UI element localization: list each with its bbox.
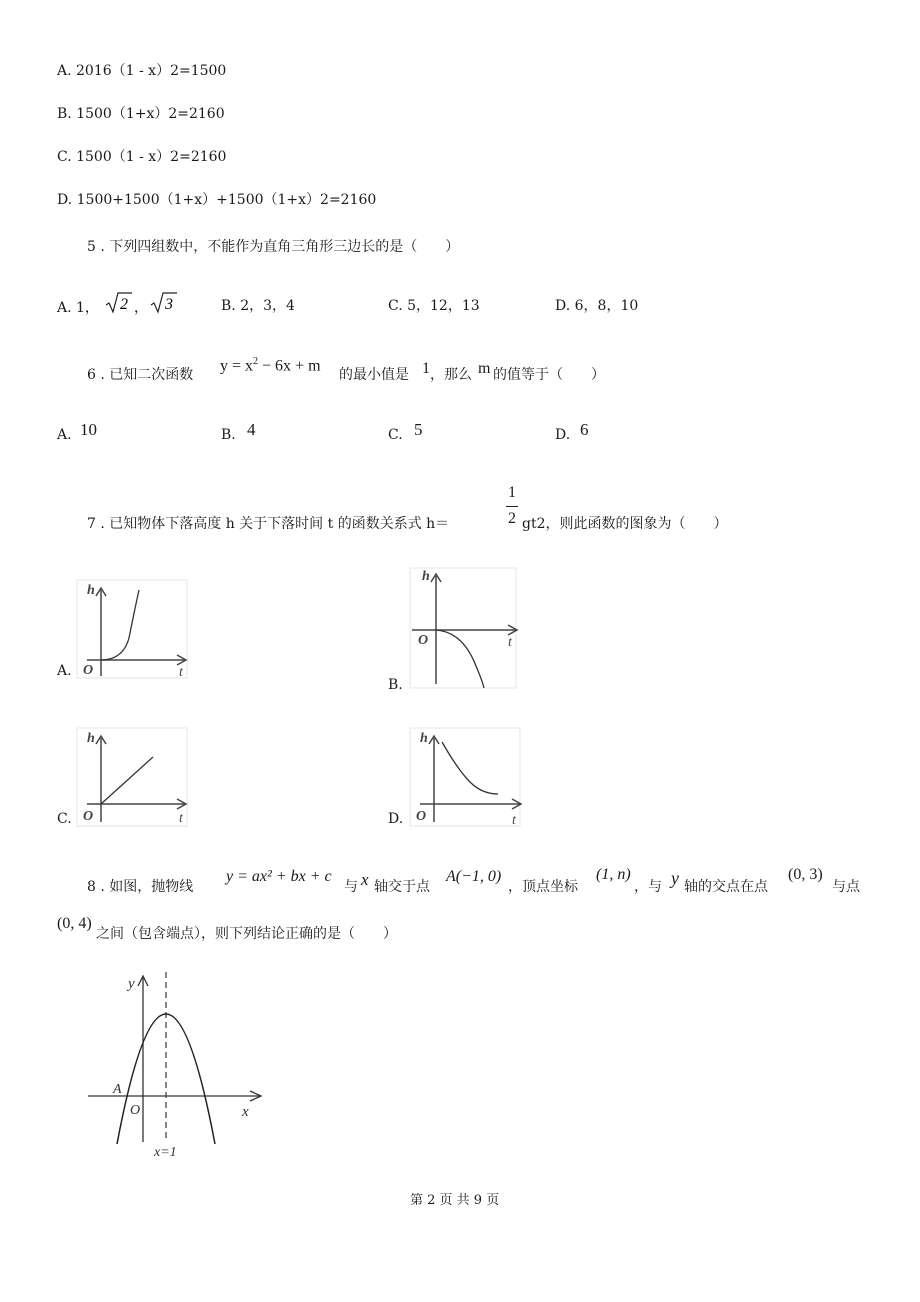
- q8-stem-d: ，顶点坐标: [508, 879, 578, 895]
- q7-graph-a-origin: O: [83, 663, 94, 678]
- q7-graph-d-axis-t: t: [512, 813, 516, 828]
- q6-stem-d: 的值等于（ ）: [493, 367, 605, 383]
- q7-graph-c-origin: O: [83, 809, 94, 824]
- q7-graph-a-axis-h: h: [87, 583, 95, 598]
- q7-option-a-label: A.: [57, 663, 72, 679]
- q5-option-b: B. 2，3，4: [221, 298, 295, 314]
- q8-point-a: A(−1, 0): [446, 868, 502, 885]
- q7-graph-d: [408, 726, 526, 828]
- q4-option-a: A. 2016（1 - x）2=1500: [57, 63, 227, 79]
- q7-option-b-label: B.: [388, 677, 403, 693]
- q8-fig-x-label: x: [242, 1104, 249, 1120]
- q5-stem: 5 . 下列四组数中，不能作为直角三角形三边长的是（ ）: [87, 239, 460, 255]
- q4-option-b: B. 1500（1+x）2=2160: [57, 106, 225, 122]
- q8-y-var: y: [671, 868, 679, 888]
- q4-option-c: C. 1500（1 - x）2=2160: [57, 149, 227, 165]
- q8-stem-a: 8 . 如图，抛物线: [87, 879, 194, 895]
- q6-option-a-value: 10: [80, 420, 97, 439]
- q7-graph-a-axis-t: t: [179, 665, 183, 680]
- q6-stem-c: ，那么: [430, 367, 472, 383]
- q6-min-value: 1: [422, 360, 430, 377]
- q6-option-b-value: 4: [247, 420, 256, 439]
- sqrt-3-radicand: 3: [165, 296, 173, 313]
- q8-vertex: (1, n): [596, 866, 631, 883]
- q7-graph-b-origin: O: [418, 633, 429, 648]
- q8-x-var: x: [361, 870, 369, 889]
- q7-option-c-label: C.: [57, 811, 72, 827]
- q8-fig-origin: O: [130, 1103, 141, 1118]
- q8-stem-f: 轴的交点在点: [684, 879, 768, 895]
- q7-graph-d-axis-h: h: [420, 731, 428, 746]
- q8-fig-axis-label: x=1: [154, 1145, 177, 1160]
- q8-point-0-4: (0, 4): [57, 915, 92, 932]
- q5-option-a-prefix: A. 1，: [57, 300, 99, 316]
- q8-fig-point-a: A: [113, 1082, 122, 1097]
- q6-option-d-value: 6: [580, 420, 589, 439]
- q7-frac-bar: [506, 506, 518, 507]
- q7-stem-b: gt2，则此函数的图象为（ ）: [522, 516, 728, 532]
- q6-stem-b: 的最小值是: [339, 367, 409, 383]
- q7-graph-c-axis-h: h: [87, 731, 95, 746]
- sqrt-2-radicand: 2: [120, 296, 128, 313]
- q6-m: m: [478, 360, 491, 377]
- q8-point-0-3: (0, 3): [788, 866, 823, 883]
- q5-option-d: D. 6，8，10: [555, 298, 639, 314]
- q6-option-a-label: A.: [57, 427, 72, 443]
- sqrt-2-radical: [105, 290, 133, 316]
- sqrt-3-radical: [150, 290, 178, 316]
- q7-stem-a: 7 . 已知物体下落高度 h 关于下落时间 t 的函数关系式 h＝: [87, 516, 450, 532]
- q7-graph-a: [75, 578, 195, 680]
- q8-formula: y = ax² + bx + c: [226, 868, 332, 885]
- q8-stem-c: 轴交于点: [374, 879, 430, 895]
- q7-graph-b: [408, 566, 523, 692]
- q6-option-c-label: C.: [388, 427, 403, 443]
- q7-graph-c: [75, 726, 195, 828]
- q8-stem-b: 与: [344, 879, 358, 895]
- q6-formula: $y = x^2 - 6x + m$: [220, 356, 321, 375]
- q8-stem-g: 与点: [832, 879, 860, 895]
- q7-graph-d-origin: O: [416, 809, 427, 824]
- q7-frac-denominator: 2: [508, 510, 516, 527]
- page-footer: 第 2 页 共 9 页: [410, 1193, 500, 1208]
- q6-option-d-label: D.: [555, 427, 571, 443]
- q6-option-b-label: B.: [221, 427, 236, 443]
- q7-graph-b-axis-t: t: [508, 635, 512, 650]
- q7-graph-c-axis-t: t: [179, 811, 183, 826]
- q8-stem-e: ，与: [634, 879, 662, 895]
- q7-option-d-label: D.: [388, 811, 404, 827]
- q6-stem-a: 6 . 已知二次函数: [87, 367, 194, 383]
- q7-frac-numerator: 1: [508, 484, 516, 501]
- q8-stem-h: 之间（包含端点），则下列结论正确的是（ ）: [96, 926, 397, 942]
- q4-option-d: D. 1500+1500（1+x）+1500（1+x）2=2160: [57, 192, 377, 208]
- q6-option-c-value: 5: [414, 420, 423, 439]
- q8-fig-y-label: y: [128, 976, 135, 992]
- q5-option-c: C. 5，12，13: [388, 298, 480, 314]
- q8-parabola-figure: [84, 966, 268, 1160]
- q7-graph-b-axis-h: h: [422, 569, 430, 584]
- q5-option-a-sep: ，: [134, 300, 148, 316]
